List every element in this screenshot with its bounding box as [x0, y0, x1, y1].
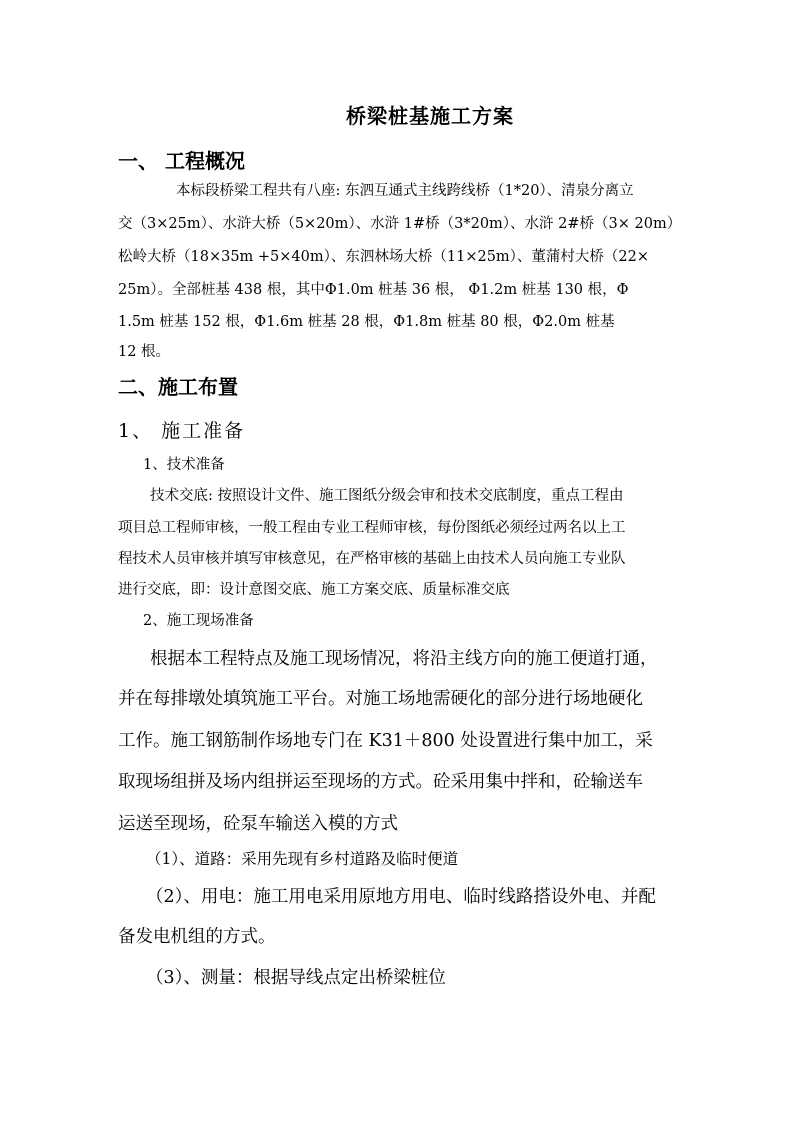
- item-power-line-2: 备发电机组的方式。: [118, 927, 276, 947]
- overview-line-4: 25m）。全部桩基 438 根，其中Φ1.0m 桩基 36 根， Φ1.2m 桩基 130 根，Φ: [118, 282, 629, 298]
- item-road: （1）、道路：采用先现有乡村道路及临时便道: [146, 850, 459, 868]
- item-survey: （3）、测量：根据导线点定出桥梁桩位: [146, 968, 446, 988]
- overview-line-2: 交（3×25m）、水浒大桥（5×20m）、水浒 1#桥（3*20m）、水浒 2#桥（3× 20m）: [118, 216, 682, 232]
- section-heading-overview: 一、 工程概况: [118, 149, 245, 173]
- tech-prep-line-2: 项目总工程师审核，一般工程由专业工程师审核，每份图纸必须经过两名以上工: [118, 520, 626, 536]
- site-prep-line-3: 工作。施工钢筋制作场地专门在 K31＋800 处设置进行集中加工，采: [118, 731, 653, 751]
- overview-line-6: 12 根。: [118, 344, 171, 360]
- overview-line-3: 松岭大桥（18×35m +5×40m）、东泗林场大桥（11×25m）、董蒲村大桥（22×: [118, 249, 650, 265]
- overview-line-1: 本标段桥梁工程共有八座: 东泗互通式主线跨线桥（1*20）、清泉分离立: [176, 183, 634, 199]
- subsection-heading-preparation: 1、 施工准备: [118, 420, 246, 442]
- site-prep-line-4: 取现场组拼及场内组拼运至现场的方式。砼采用集中拌和，砼输送车: [118, 772, 643, 792]
- document-title: 桥梁桩基施工方案: [346, 104, 514, 128]
- tech-prep-heading: 1、技术准备: [143, 457, 225, 473]
- tech-prep-line-1: 技术交底: 按照设计文件、施工图纸分级会审和技术交底制度，重点工程由: [150, 488, 624, 504]
- site-prep-line-5: 运送至现场，砼泵车输送入模的方式: [118, 814, 398, 834]
- site-prep-line-1: 根据本工程特点及施工现场情况，将沿主线方向的施工便道打通，: [150, 649, 658, 669]
- item-power-line-1: （2）、用电：施工用电采用原地方用电、临时线路搭设外电、并配: [146, 887, 656, 907]
- site-prep-line-2: 并在每排墩处填筑施工平台。对施工场地需硬化的部分进行场地硬化: [118, 689, 643, 709]
- overview-line-5: 1.5m 桩基 152 根，Φ1.6m 桩基 28 根，Φ1.8m 桩基 80 根，Φ2.0m 桩基: [118, 314, 615, 330]
- section-heading-layout: 二、施工布置: [118, 375, 238, 399]
- site-prep-heading: 2、施工现场准备: [143, 613, 254, 629]
- tech-prep-line-3: 程技术人员审核并填写审核意见，在严格审核的基础上由技术人员向施工专业队: [118, 551, 626, 567]
- tech-prep-line-4: 进行交底，即：设计意图交底、施工方案交底、质量标准交底: [118, 582, 510, 598]
